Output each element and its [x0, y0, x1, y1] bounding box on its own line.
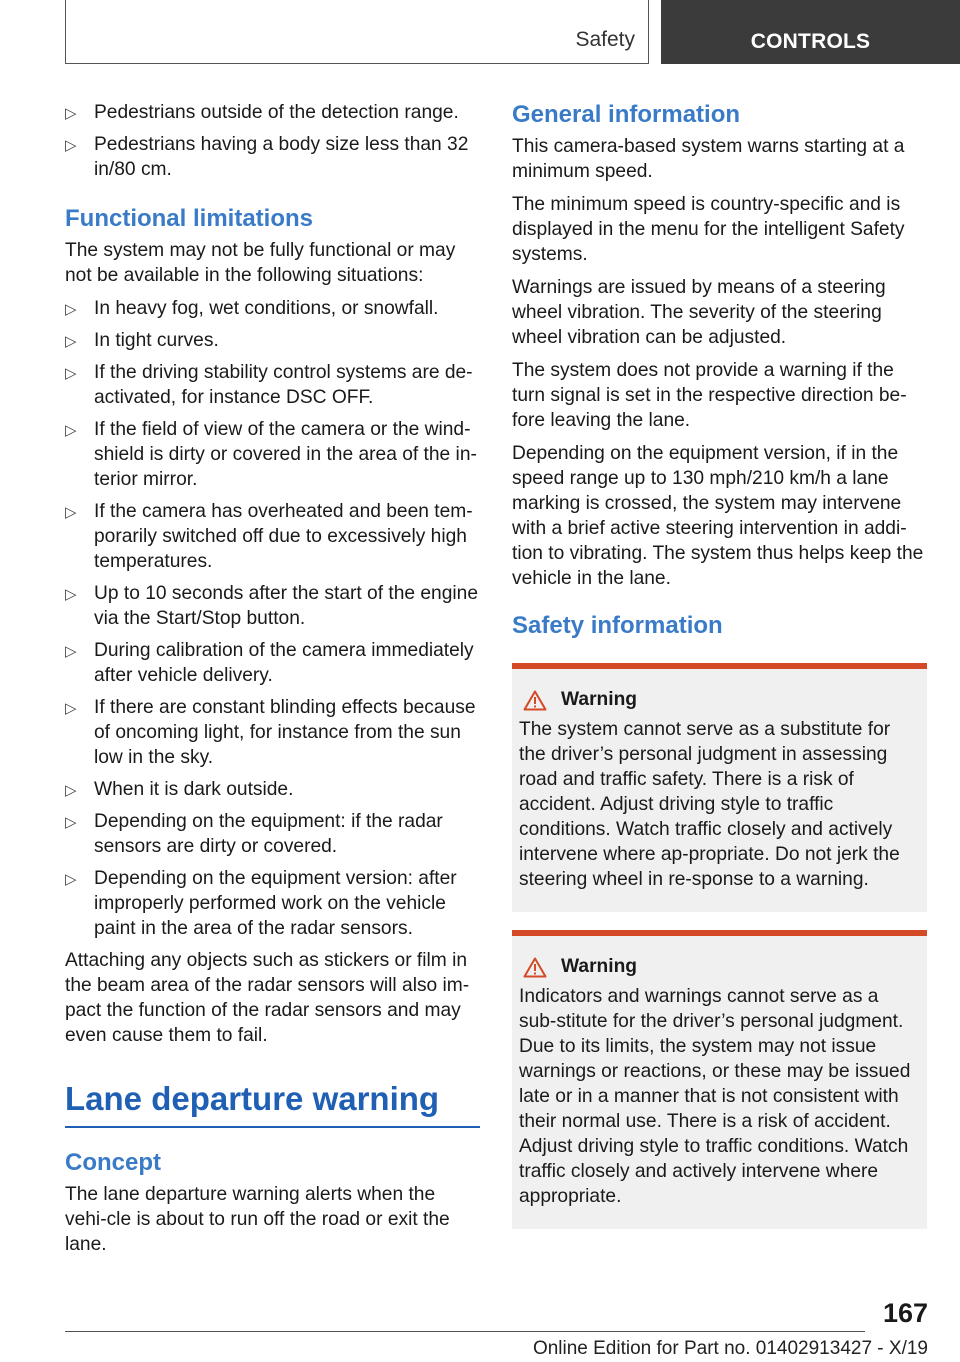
functional-limitations-intro: The system may not be fully functional or may not be available in the following situations: — [65, 240, 456, 286]
general-paragraph: The system does not provide a warning if the turn signal is set in the respective direction be‐fore leaving the lane. — [512, 360, 907, 431]
warning-text: The system cannot serve as a substitute for the driver’s personal judgment in assessing road and traffic safety. There is a risk of accident. Adjust driving style to traffic conditions. Watch traffic closely and actively intervene where ap‐propriate. Do not jerk the steering wheel in re‐sponse to a warning. — [519, 719, 900, 890]
triangle-right-icon: ▷ — [65, 137, 77, 154]
left-column — [65, 100, 480, 1265]
warning-triangle-icon — [523, 957, 547, 978]
triangle-right-icon: ▷ — [65, 814, 77, 831]
header-box — [65, 0, 649, 64]
limitations-closing-paragraph: Attaching any objects such as stickers or film in the beam area of the radar sensors will also im‐pact the function of the radar sensors and may even cause them to fail. — [65, 950, 470, 1046]
list-item: ▷ Depending on the equipment: if the radar sensors are dirty or covered. — [65, 811, 443, 857]
list-item: ▷ If the camera has overheated and been tem‐porarily switched off due to excessively high temperatures. — [65, 501, 473, 572]
page-number: 167 — [882, 1298, 928, 1328]
triangle-right-icon: ▷ — [65, 700, 77, 717]
warning-title: Warning — [561, 689, 638, 710]
list-item: ▷ In heavy fog, wet conditions, or snowfall. — [65, 296, 480, 321]
concept-heading: Concept — [65, 1149, 161, 1176]
triangle-right-icon: ▷ — [65, 643, 77, 660]
list-item: ▷ In tight curves. — [65, 328, 480, 353]
warning-box — [512, 663, 927, 912]
list-item: ▷ Pedestrians having a body size less than 32 in/80 cm. — [65, 134, 469, 180]
triangle-right-icon: ▷ — [65, 333, 77, 350]
warning-box — [512, 930, 927, 1229]
general-paragraph: This camera-based system warns starting at a minimum speed. — [512, 136, 905, 182]
footer-divider — [65, 1331, 865, 1332]
warning-title: Warning — [561, 956, 638, 977]
safety-information-heading: Safety information — [512, 612, 723, 639]
list-item: ▷ Depending on the equipment version: after improperly performed work on the vehicle paint in the area of the radar sensors. — [65, 868, 457, 939]
triangle-right-icon: ▷ — [65, 504, 77, 521]
triangle-right-icon: ▷ — [65, 586, 77, 603]
triangle-right-icon: ▷ — [65, 301, 77, 318]
general-information-heading: General information — [512, 101, 741, 128]
functional-limitations-heading: Functional limitations — [65, 205, 314, 232]
triangle-right-icon: ▷ — [65, 365, 77, 382]
warning-header — [519, 689, 921, 711]
limitations-list — [65, 296, 480, 941]
triangle-right-icon: ▷ — [65, 782, 77, 799]
list-item: ▷ When it is dark outside. — [65, 777, 480, 802]
footer-edition-text: Online Edition for Part no. 01402913427 - X/19 — [532, 1338, 928, 1359]
header-section-title: Safety — [575, 28, 635, 51]
general-paragraph: The minimum speed is country-specific and is displayed in the menu for the intelligent Safety systems. — [512, 194, 905, 265]
top-bullet-list — [65, 100, 480, 182]
triangle-right-icon: ▷ — [65, 422, 77, 439]
warning-header — [519, 956, 921, 978]
warning-triangle-icon — [523, 690, 547, 711]
list-item: ▷ Up to 10 seconds after the start of the engine via the Start/Stop button. — [65, 583, 478, 629]
right-column — [512, 100, 927, 1247]
list-item: ▷ If the field of view of the camera or the wind‐shield is dirty or covered in the area of the in‐terior mirror. — [65, 419, 477, 490]
list-item: ▷ During calibration of the camera immediately after vehicle delivery. — [65, 640, 474, 686]
list-item: ▷ Pedestrians outside of the detection range. — [65, 100, 480, 125]
concept-text: The lane departure warning alerts when the vehi‐cle is about to run off the road or exit the lane. — [65, 1184, 450, 1255]
list-item: ▷ If the driving stability control systems are de‐activated, for instance DSC OFF. — [65, 362, 473, 408]
triangle-right-icon: ▷ — [65, 105, 77, 122]
general-paragraph: Depending on the equipment version, if in the speed range up to 130 mph/210 km/h a lane marking is crossed, the system may intervene with a brief active steering intervention in addi‐tion to vibrating. The system thus helps keep the vehicle in the lane. — [512, 443, 924, 589]
warning-text: Indicators and warnings cannot serve as a sub‐stitute for the driver’s personal judgment. Due to its limits, the system may not issue warnings or reactions, or these may be issued late or in a manner that is not consistent with their normal use. There is a risk of accident. Adjust driving style to traffic conditions. Watch traffic closely and actively intervene where appropriate. — [519, 986, 911, 1207]
general-paragraph: Warnings are issued by means of a steering wheel vibration. The severity of the steering wheel vibration can be adjusted. — [512, 277, 886, 348]
header-chapter-tab: CONTROLS — [661, 0, 960, 64]
list-item: ▷ If there are constant blinding effects because of oncoming light, for instance from the sun low in the sky. — [65, 697, 476, 768]
triangle-right-icon: ▷ — [65, 871, 77, 888]
lane-departure-warning-title: Lane departure warning — [65, 1078, 480, 1128]
